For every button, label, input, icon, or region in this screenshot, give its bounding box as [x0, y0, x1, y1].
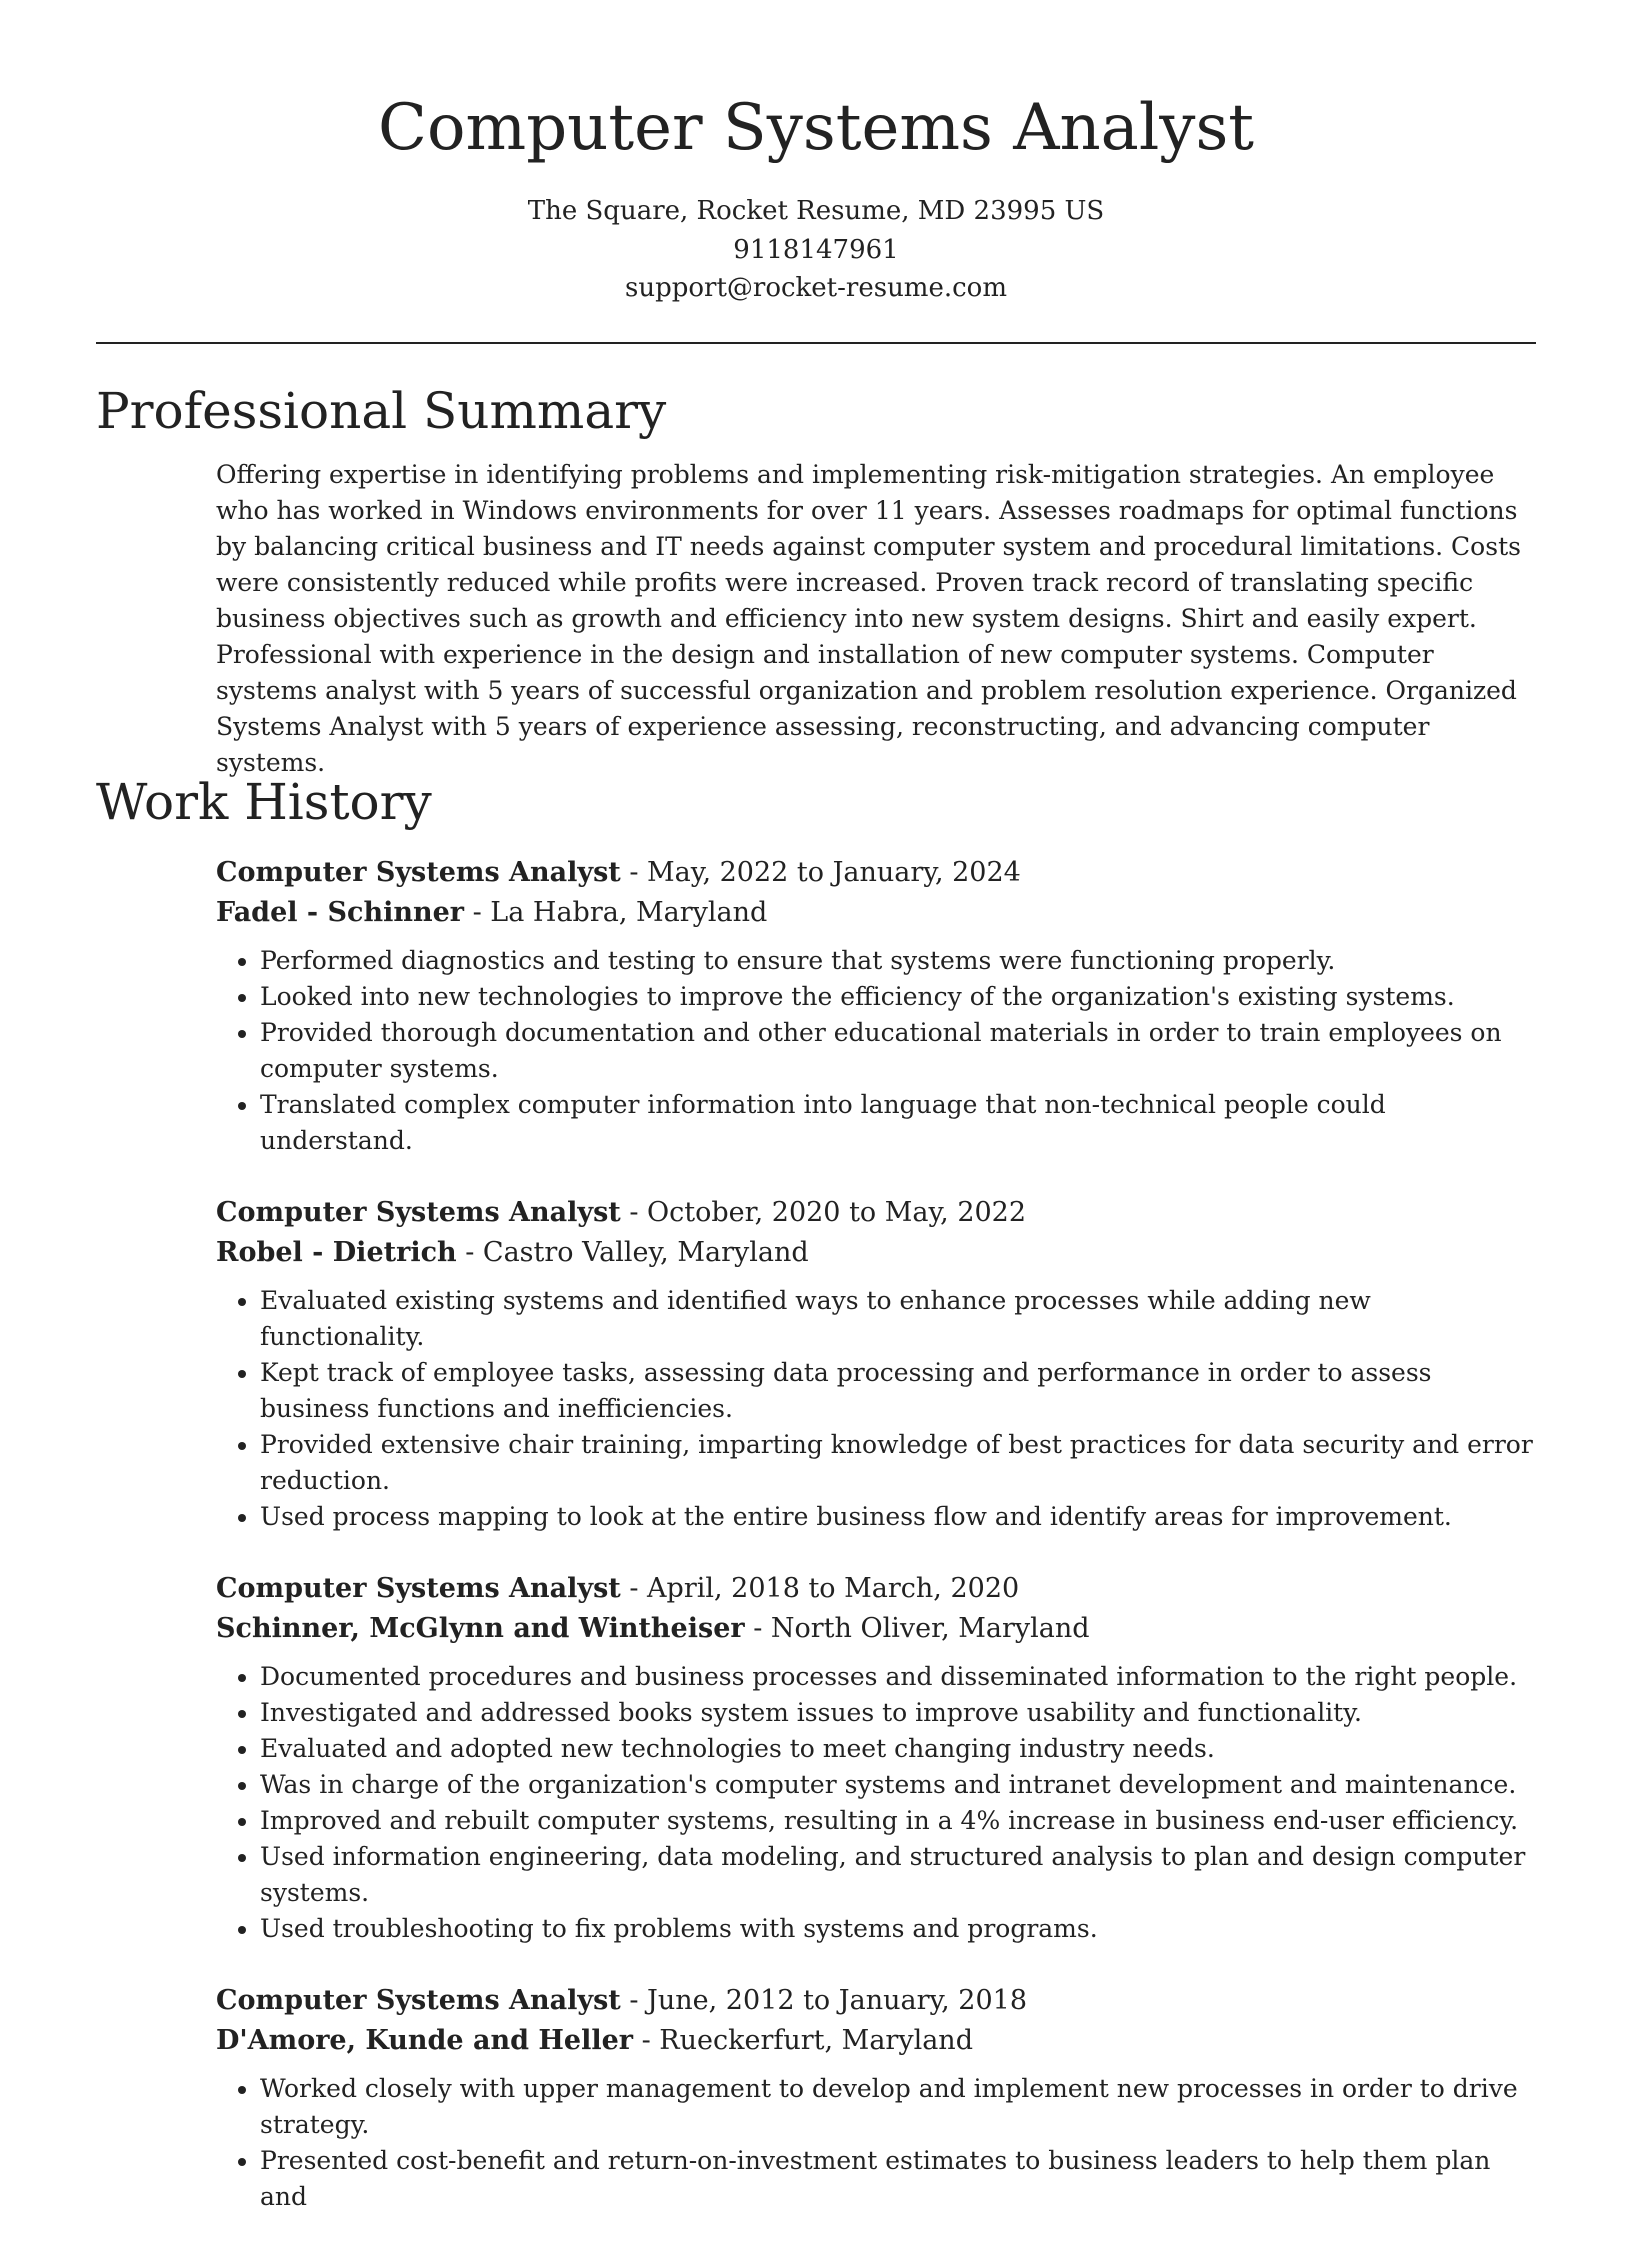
job-company: Fadel - Schinner [216, 897, 464, 928]
job-dates: - June, 2012 to January, 2018 [620, 1985, 1028, 2016]
job-entry [216, 1981, 1538, 2215]
job-bullet: • Improved and rebuilt computer systems, resulting in a 4% increase in business end-user efficiency. [260, 1803, 1538, 1839]
job-company: D'Amore, Kunde and Heller [216, 2025, 634, 2056]
job-entry [216, 853, 1538, 1159]
job-bullets [216, 1283, 1538, 1535]
job-location: - Rueckerfurt, Maryland [633, 2025, 973, 2056]
job-bullet: • Investigated and addressed books system issues to improve usability and functionality. [260, 1695, 1538, 1731]
job-entry [216, 1569, 1538, 1947]
address: The Square, Rocket Resume, MD 23995 US [527, 196, 1105, 226]
job-role: Computer Systems Analyst [216, 857, 621, 888]
work-history-list [216, 853, 1538, 2249]
job-bullet: • Provided extensive chair training, imparting knowledge of best practices for data security and error reduction. [260, 1427, 1538, 1499]
job-location: - North Oliver, Maryland [744, 1613, 1090, 1644]
header-divider [96, 342, 1536, 344]
job-bullet: • Evaluated and adopted new technologies to meet changing industry needs. [260, 1731, 1538, 1767]
job-bullet: • Performed diagnostics and testing to ensure that systems were functioning properly. [260, 943, 1538, 979]
job-bullet: • Kept track of employee tasks, assessing data processing and performance in order to assess business functions and inefficiencies. [260, 1355, 1538, 1427]
summary-heading: Professional Summary [96, 382, 667, 440]
job-bullet: • Was in charge of the organization's computer systems and intranet development and maintenance. [260, 1767, 1538, 1803]
job-title-line [216, 1569, 1538, 1609]
job-role: Computer Systems Analyst [216, 1985, 621, 2016]
job-entry [216, 1193, 1538, 1535]
job-title-line [216, 1981, 1538, 2021]
summary-text: Offering expertise in identifying problems and implementing risk-mitigation strategies. An employee who has worked in Windows environments for over 11 years. Assesses roadmaps for optimal functions by balancing critical business and IT needs against computer system and procedural limitations. Costs were consistently reduced while profits were increased. Proven track record of translating specific business objectives such as growth and efficiency into new system designs. Shirt and easily expert. Professional with experience in the design and installation of new computer systems. Computer systems analyst with 5 years of successful organization and problem resolution experience. Organized Systems Analyst with 5 years of experience assessing, reconstructing, and advancing computer systems. [216, 460, 1521, 777]
job-dates: - October, 2020 to May, 2022 [620, 1197, 1027, 1228]
job-company-line [216, 1609, 1538, 1649]
job-bullet: • Worked closely with upper management to develop and implement new processes in order to drive strategy. [260, 2071, 1538, 2143]
job-company-line [216, 1233, 1538, 1273]
job-bullet: • Used process mapping to look at the entire business flow and identify areas for improvement. [260, 1499, 1538, 1535]
work-history-heading: Work History [96, 773, 432, 831]
job-bullet: • Translated complex computer information into language that non-technical people could understand. [260, 1087, 1538, 1159]
job-dates: - May, 2022 to January, 2024 [620, 857, 1021, 888]
job-company: Robel - Dietrich [216, 1237, 457, 1268]
job-role: Computer Systems Analyst [216, 1573, 621, 1604]
job-bullet: • Evaluated existing systems and identified ways to enhance processes while adding new functionality. [260, 1283, 1538, 1355]
job-company-line [216, 2021, 1538, 2061]
job-bullet: • Used troubleshooting to fix problems with systems and programs. [260, 1911, 1538, 1947]
job-bullet: • Provided thorough documentation and other educational materials in order to train employees on computer systems. [260, 1015, 1538, 1087]
job-dates: - April, 2018 to March, 2020 [620, 1573, 1020, 1604]
job-bullets [216, 1659, 1538, 1947]
candidate-title: Computer Systems Analyst [378, 91, 1254, 165]
job-title-line [216, 1193, 1538, 1233]
email: support@rocket-resume.com [624, 273, 1007, 303]
job-company-line [216, 893, 1538, 933]
job-bullet: • Documented procedures and business processes and disseminated information to the right people. [260, 1659, 1538, 1695]
job-title-line [216, 853, 1538, 893]
job-location: - Castro Valley, Maryland [456, 1237, 809, 1268]
job-bullets [216, 943, 1538, 1159]
job-bullet: • Presented cost-benefit and return-on-investment estimates to business leaders to help them plan and [260, 2143, 1538, 2215]
resume-header [0, 0, 1632, 308]
job-bullet: • Used information engineering, data modeling, and structured analysis to plan and design computer systems. [260, 1839, 1538, 1911]
phone: 9118147961 [733, 234, 899, 265]
job-bullet: • Looked into new technologies to improve the efficiency of the organization's existing systems. [260, 979, 1538, 1015]
contact-block [0, 192, 1632, 308]
job-location: - La Habra, Maryland [464, 897, 768, 928]
job-company: Schinner, McGlynn and Wintheiser [216, 1613, 745, 1644]
job-role: Computer Systems Analyst [216, 1197, 621, 1228]
job-bullets [216, 2071, 1538, 2215]
